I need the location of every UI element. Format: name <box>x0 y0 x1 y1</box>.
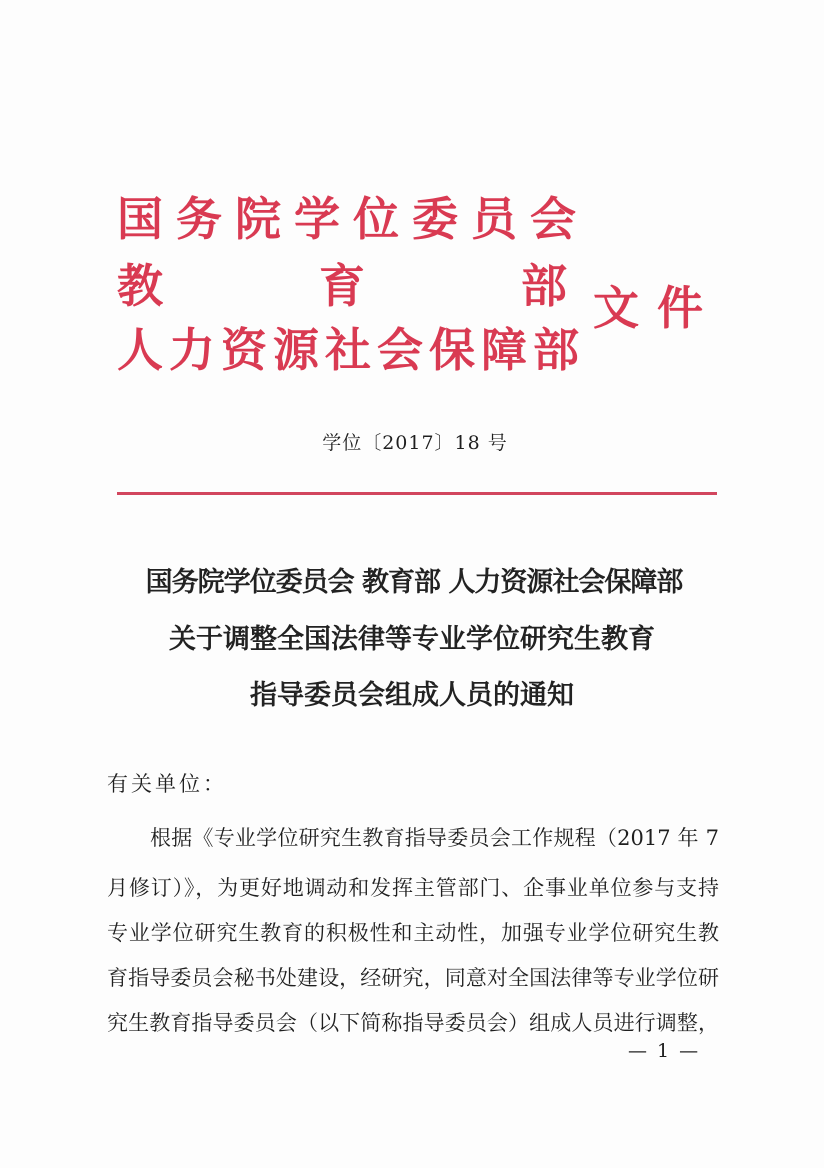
document-number: 学位〔2017〕18 号 <box>322 432 508 454</box>
issuer-ministry-of-human-resources: 人力资源社会保障部 <box>117 323 585 377</box>
issuer-ministry-of-education <box>117 259 567 313</box>
document-title-line: 指导委员会组成人员的通知 <box>250 680 574 711</box>
page-number: — 1 — <box>628 1040 701 1062</box>
body-text-line: 究生教育指导委员会（以下简称指导委员会）组成人员进行调整， <box>107 1011 719 1035</box>
issuer-char: 教 <box>117 259 163 313</box>
red-divider-line <box>117 492 717 495</box>
document-label: 文件 <box>593 281 721 335</box>
body-text-line: 专业学位研究生教育的积极性和主动性，加强专业学位研究生教 <box>107 921 719 945</box>
body-text-line: 根据《专业学位研究生教育指导委员会工作规程（2017 年 7 <box>150 826 719 850</box>
issuer-char: 部 <box>521 259 567 313</box>
body-text-line: 月修订）》，为更好地调动和发挥主管部门、企事业单位参与支持 <box>107 876 719 900</box>
issuer-char: 育 <box>319 259 365 313</box>
document-title-line: 关于调整全国法律等专业学位研究生教育 <box>169 624 655 655</box>
body-text-line: 育指导委员会秘书处建设，经研究，同意对全国法律等专业学位研 <box>107 966 719 990</box>
issuer-academic-degrees-committee: 国务院学位委员会 <box>117 192 589 246</box>
salutation: 有关单位： <box>107 772 227 796</box>
document-title-line: 国务院学位委员会 教育部 人力资源社会保障部 <box>145 567 683 598</box>
